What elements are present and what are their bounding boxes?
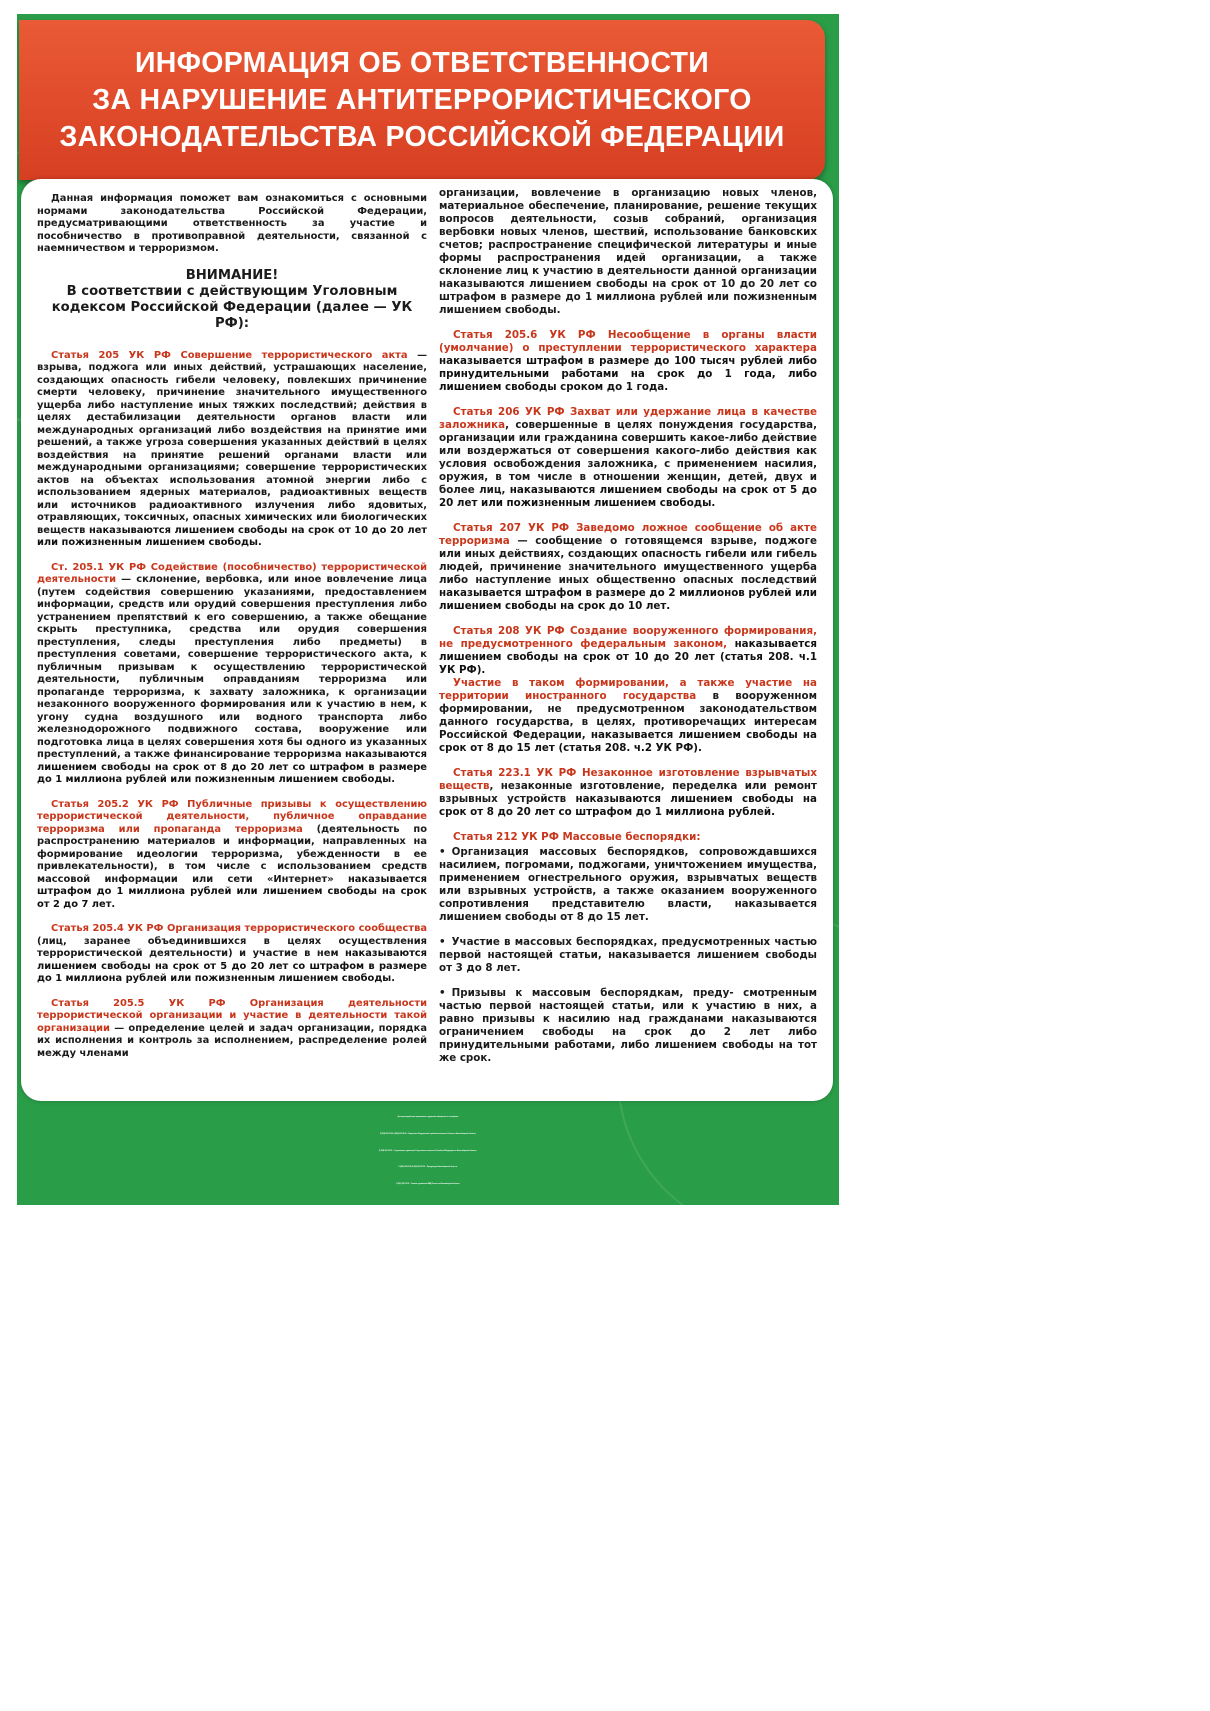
bullet-text: Участие в массовых беспорядках, предусмотренных частью первой настоящей статьи, наказывается лишением свободы от 3 до 8 лет.	[439, 936, 817, 974]
article-heading: Статья 205.2 УК РФ Публичные призывы к осуществлению террористической деятельности, публичное оправдание терроризма или пропаганда терроризма	[37, 798, 427, 835]
article-205	[37, 350, 427, 550]
article-body: в вооруженном формировании, не предусмотренном законодательством данного государства, в целях, противоречащих интересам Российской Федерации,	[439, 690, 817, 741]
title-line: ЗА НАРУШЕНИЕ АНТИТЕРРОРИСТИЧЕСКОГО	[92, 83, 752, 116]
article-body: (деятельность по распространению материалов и информации, направленных на формирование идеологии терроризма, убежденности в ее привлекательности), в том числе с использованием средств массовой информации или сети «Интернет»	[37, 823, 427, 885]
article-body: — взрыва, поджога или иных действий, устрашающих население, создающих опасность гибели человеку, повлекших причинение смерти человеку, причинение значительного имущественного ущерба либо наступление иных тяжких последствий; действия в целях дестабилизации деятельности органов власти или международных организаций либо воздействия на принятие ими решений, а также угроза совершения указанных действий в целях воздействия на принятие решений органами власти или международными организациями; совершение террористических актов на объектах использования атомной энергии либо с использованием ядерных материалов, радиоактивных веществ или источников радиоактивного излучения либо ядовитых, отравляющих, токсичных, опасных химических или биологических веществ	[37, 349, 427, 536]
article-heading: Участие в таком формировании, а также участие на территории иностранного государства	[439, 677, 817, 702]
bullet-text: Призывы к массовым беспорядкам, преду- смотренным частью первой настоящей статьи, или к участию в них, а равно призывы к насилию над гражданами наказываются ограничением свободы на срок до 2 лет либо принудительными работами, либо лишением свободы на тот же срок.	[439, 987, 817, 1064]
article-punishment: наказываются лишением свободы на срок от 10 до 20 лет со штрафом в размере до 1 миллиона рублей или пожизненным лишением свободы.	[439, 278, 817, 316]
content-panel	[21, 179, 833, 1101]
article-207	[439, 522, 817, 613]
article-205-2	[37, 799, 427, 912]
article-punishment: наказывается лишением свободы на срок от 10 до 20 лет (статья 208. ч.1 УК РФ).	[439, 638, 817, 676]
article-205-6	[439, 329, 817, 394]
contacts-footer	[17, 1110, 839, 1194]
article-punishment: наказываются лишением свободы на срок от 5 до 20 лет со штрафом в размере до 1 миллиона рублей или пожизненным лишением свободы.	[37, 948, 428, 984]
contact-line: 8 (383) 203-57-42, 8 (383) 203-57-39 – Прокуратура Новосибирской области;	[398, 1167, 458, 1169]
article-punishment: наказываются лишением свободы на срок от 5 до 20 лет или пожизненным лишением свободы.	[439, 484, 817, 509]
bullet-icon: •	[439, 987, 446, 999]
attention-block	[37, 268, 427, 332]
article-heading: Статья 208 УК РФ Создание вооруженного формирования, не предусмотренного федеральным законом,	[439, 625, 817, 650]
article-body: — сообщение о готовящемся взрыве, поджоге или иных действиях, создающих опасность гибели или гибель людей, причинение значительного имущественного ущерба либо наступление иных общественно опасных последствий	[439, 535, 817, 586]
contact-line: 8 (383) 232-75-76 – Главное управление МВД России по Новосибирской области	[396, 1184, 460, 1186]
article-heading: Статья 223.1 УК РФ Незаконное изготовление взрывчатых веществ	[439, 767, 817, 792]
article-205-4	[37, 923, 427, 986]
article-205-1	[37, 562, 427, 787]
article-body: (лиц, заранее объединившихся в целях осуществления террористической деятельности) и участие в нем	[37, 935, 427, 959]
article-body: , незаконные изготовление, переделка или ремонт взрывных устройств	[439, 780, 817, 805]
bullet-text: Организация массовых беспорядков, сопровождавшихся насилием, погромами, поджогами, уничтожением имущества, применением огнестрельного оружия, взрывчатых веществ или взрывных устройств, а также оказанием вооруженного сопротивления представителю власти, наказывается лишением свободы от 8 до 15 лет.	[439, 846, 817, 923]
article-body: — склонение, вербовка, или иное вовлечение лица (путем содействия совершению указаниями, предоставлением информации, средств или орудий совершения преступления либо устранением препятствий к его совершению, а также обещание скрыть преступника, средства или орудия совершения преступления, следы преступления либо предметы) в преступления советами, совершение террористического акта, к публичным призывам к осуществлению террористической деятельности, публичным оправданиям терроризма или пропаганде терроризма, к захвату заложника, к организации незаконного вооруженного формирования или к участию в нем, к угону судна воздушного или водного транспорта либо железнодорожного подвижного состава, вооружение или подготовка лица в целях совершения хотя бы одного из указанных преступлений, а также финансирование терроризма	[37, 574, 428, 760]
article-heading: Статья 205 УК РФ Совершение террористического акта	[51, 349, 408, 361]
contact-line: 8 (383) 269-72-69, 8 (800) 231-05-05 – Управление Федеральной службы безопасности России по Новосибирской области;	[380, 1133, 476, 1135]
article-body: организации, вовлечение в организацию новых членов, материальное обеспечение, планирование, решение текущих вопросов деятельности, созыв собраний, организация вербовки новых членов, шествий, использование банковских счетов; распространение специфической литературы и иные формы распространения идей организации, а также склонение лиц к участию в деятельности данной организации	[439, 187, 817, 277]
article-heading: Статья 205.4 УК РФ Организация террористического сообщества	[51, 923, 427, 934]
article-212-bullet	[439, 936, 817, 975]
article-punishment: наказываются лишением свободы на срок от 8 до 20 лет со штрафом в размере до 1 миллиона рублей или пожизненным лишением свободы.	[37, 749, 427, 785]
attention-text: В соответствии с действующим Уголовным кодексом Российской Федерации (далее — УК РФ):	[51, 283, 413, 331]
article-205-5-continuation	[439, 187, 817, 317]
article-208-part-1	[439, 625, 817, 677]
contact-line: 8 (383) 203-57-39 – Следственное управление Следственного комитета Российской Федерации по Новосибирской области;	[379, 1150, 477, 1152]
article-206	[439, 406, 817, 510]
right-column	[439, 187, 817, 1077]
article-punishment: наказывается штрафом в размере до 100 тысяч рублей либо принудительными работами на срок до 1 года, либо лишением свободы сроком до 1 года.	[439, 355, 817, 393]
article-punishment: наказываются лишением свободы на срок от 8 до 20 лет со штрафом до 1 миллиона рублей.	[439, 793, 817, 818]
article-heading: Статья 206 УК РФ Захват или удержание лица в качестве заложника	[439, 406, 817, 431]
article-heading: Статья 212 УК РФ Массовые беспорядки:	[453, 831, 701, 843]
article-212-bullet	[439, 987, 817, 1065]
article-212-bullet	[439, 846, 817, 924]
article-punishment: наказываются лишением свободы на срок от 10 до 20 лет или пожизненным лишением свободы.	[37, 524, 427, 548]
poster	[17, 14, 839, 1205]
article-punishment: наказывается штрафом до 1 миллиона рублей или лишением свободы на срок от 2 до 7 лет.	[37, 873, 427, 910]
article-223-1	[439, 767, 817, 819]
article-heading: Статья 205.5 УК РФ Организация деятельности террористической организации и участие в деятельности такой организации	[37, 997, 427, 1034]
article-205-5	[37, 998, 427, 1061]
title-banner	[19, 20, 825, 180]
article-body: , совершенные в целях понуждения государства, организации или гражданина совершить какое-либо действие или воздержаться от совершения какого-либо действия как условия освобождения заложника, с применением насилия, оружия, в том числе в отношении женщин, детей, двух и более лиц,	[439, 419, 817, 496]
bullet-icon: •	[439, 936, 446, 948]
article-heading: Статья 205.6 УК РФ Несообщение в органы власти (умолчание) о преступлении террористического характера	[439, 329, 817, 354]
article-heading: Ст. 205.1 УК РФ Содействие (пособничество) террористической деятельности	[37, 561, 427, 585]
article-212	[439, 831, 817, 844]
title-line: ЗАКОНОДАТЕЛЬСТВА РОССИЙСКОЙ ФЕДЕРАЦИИ	[59, 120, 785, 153]
intro-text: Данная информация поможет вам ознакомиться с основными нормами законодательства Российской Федерации, предусматривающими ответственность за участие и пособничество в противоправной деятельности, связанной с наемничеством и терроризмом.	[37, 193, 427, 254]
bullet-icon: •	[439, 846, 446, 858]
article-208-part-2	[439, 677, 817, 755]
article-punishment: наказывается лишением свободы на срок от 8 до 15 лет (статья 208. ч.2 УК РФ).	[439, 729, 817, 754]
left-column	[37, 193, 427, 1072]
title-line: ИНФОРМАЦИЯ ОБ ОТВЕТСТВЕННОСТИ	[134, 46, 710, 79]
article-body: — определение целей и задач организации, порядка их исполнения и контроль за исполнением, распределение ролей между членами	[37, 1022, 427, 1059]
attention-title: ВНИМАНИЕ!	[185, 267, 279, 283]
article-punishment: наказывается штрафом в размере до 2 миллионов рублей или лишением свободы на срок до 10 лет.	[439, 587, 817, 612]
contacts-heading: Для противодействия проявлениям терроризма обращаться по телефонам:	[397, 1117, 459, 1118]
article-heading: Статья 207 УК РФ Заведомо ложное сообщение об акте терроризма	[439, 522, 817, 547]
